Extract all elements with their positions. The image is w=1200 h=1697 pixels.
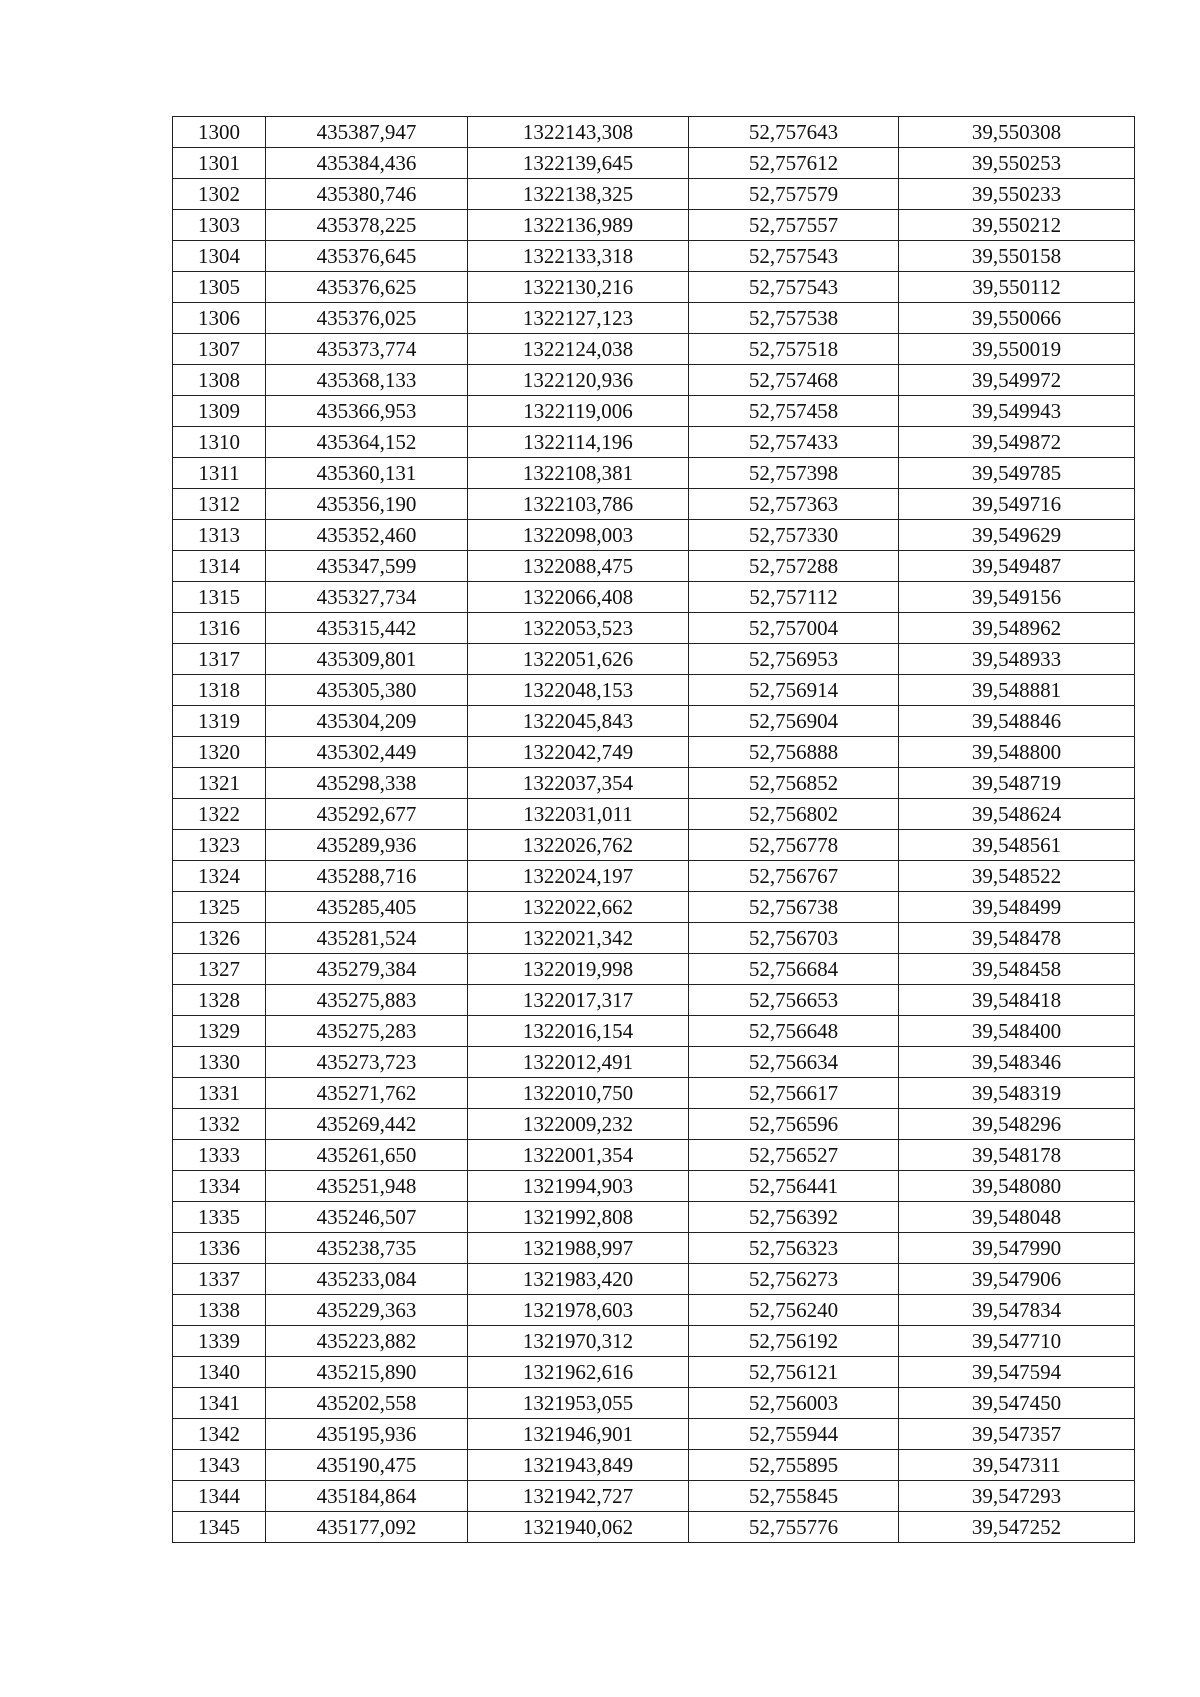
y-coordinate-cell: 1322119,006	[468, 396, 689, 427]
table-row	[173, 861, 1135, 892]
longitude-cell: 39,548418	[899, 985, 1135, 1016]
y-coordinate-cell: 1322017,317	[468, 985, 689, 1016]
latitude-cell: 52,757363	[689, 489, 899, 520]
longitude-cell: 39,550158	[899, 241, 1135, 272]
point-number-cell: 1323	[173, 830, 266, 861]
table-row	[173, 303, 1135, 334]
longitude-cell: 39,547311	[899, 1450, 1135, 1481]
table-row	[173, 210, 1135, 241]
latitude-cell: 52,757557	[689, 210, 899, 241]
point-number-cell: 1322	[173, 799, 266, 830]
point-number-cell: 1339	[173, 1326, 266, 1357]
point-number-cell: 1335	[173, 1202, 266, 1233]
x-coordinate-cell: 435233,084	[266, 1264, 468, 1295]
point-number-cell: 1340	[173, 1357, 266, 1388]
longitude-cell: 39,548400	[899, 1016, 1135, 1047]
longitude-cell: 39,547710	[899, 1326, 1135, 1357]
longitude-cell: 39,548881	[899, 675, 1135, 706]
table-row	[173, 1047, 1135, 1078]
table-row	[173, 737, 1135, 768]
latitude-cell: 52,756914	[689, 675, 899, 706]
point-number-cell: 1338	[173, 1295, 266, 1326]
x-coordinate-cell: 435315,442	[266, 613, 468, 644]
y-coordinate-cell: 1321946,901	[468, 1419, 689, 1450]
latitude-cell: 52,757004	[689, 613, 899, 644]
y-coordinate-cell: 1321942,727	[468, 1481, 689, 1512]
y-coordinate-cell: 1322127,123	[468, 303, 689, 334]
point-number-cell: 1309	[173, 396, 266, 427]
table-row	[173, 458, 1135, 489]
latitude-cell: 52,757398	[689, 458, 899, 489]
longitude-cell: 39,548478	[899, 923, 1135, 954]
y-coordinate-cell: 1322024,197	[468, 861, 689, 892]
x-coordinate-cell: 435327,734	[266, 582, 468, 613]
point-number-cell: 1342	[173, 1419, 266, 1450]
latitude-cell: 52,756003	[689, 1388, 899, 1419]
latitude-cell: 52,756904	[689, 706, 899, 737]
point-number-cell: 1306	[173, 303, 266, 334]
latitude-cell: 52,756273	[689, 1264, 899, 1295]
x-coordinate-cell: 435279,384	[266, 954, 468, 985]
table-row	[173, 1419, 1135, 1450]
longitude-cell: 39,548319	[899, 1078, 1135, 1109]
y-coordinate-cell: 1322130,216	[468, 272, 689, 303]
longitude-cell: 39,547990	[899, 1233, 1135, 1264]
longitude-cell: 39,548499	[899, 892, 1135, 923]
latitude-cell: 52,757330	[689, 520, 899, 551]
y-coordinate-cell: 1322143,308	[468, 117, 689, 148]
x-coordinate-cell: 435366,953	[266, 396, 468, 427]
x-coordinate-cell: 435229,363	[266, 1295, 468, 1326]
x-coordinate-cell: 435298,338	[266, 768, 468, 799]
table-row	[173, 923, 1135, 954]
table-row	[173, 1202, 1135, 1233]
x-coordinate-cell: 435360,131	[266, 458, 468, 489]
y-coordinate-cell: 1321970,312	[468, 1326, 689, 1357]
point-number-cell: 1333	[173, 1140, 266, 1171]
longitude-cell: 39,547594	[899, 1357, 1135, 1388]
y-coordinate-cell: 1322051,626	[468, 644, 689, 675]
longitude-cell: 39,550308	[899, 117, 1135, 148]
latitude-cell: 52,756653	[689, 985, 899, 1016]
table-row	[173, 1450, 1135, 1481]
x-coordinate-cell: 435246,507	[266, 1202, 468, 1233]
table-row	[173, 1481, 1135, 1512]
latitude-cell: 52,756778	[689, 830, 899, 861]
longitude-cell: 39,547906	[899, 1264, 1135, 1295]
longitude-cell: 39,548962	[899, 613, 1135, 644]
y-coordinate-cell: 1322066,408	[468, 582, 689, 613]
table-row	[173, 1078, 1135, 1109]
y-coordinate-cell: 1322001,354	[468, 1140, 689, 1171]
y-coordinate-cell: 1322045,843	[468, 706, 689, 737]
table-row	[173, 396, 1135, 427]
longitude-cell: 39,547357	[899, 1419, 1135, 1450]
latitude-cell: 52,757543	[689, 241, 899, 272]
longitude-cell: 39,548048	[899, 1202, 1135, 1233]
longitude-cell: 39,549972	[899, 365, 1135, 396]
longitude-cell: 39,548719	[899, 768, 1135, 799]
y-coordinate-cell: 1322031,011	[468, 799, 689, 830]
point-number-cell: 1343	[173, 1450, 266, 1481]
longitude-cell: 39,547450	[899, 1388, 1135, 1419]
longitude-cell: 39,548296	[899, 1109, 1135, 1140]
table-row	[173, 892, 1135, 923]
latitude-cell: 52,756192	[689, 1326, 899, 1357]
x-coordinate-cell: 435376,625	[266, 272, 468, 303]
x-coordinate-cell: 435251,948	[266, 1171, 468, 1202]
longitude-cell: 39,548624	[899, 799, 1135, 830]
point-number-cell: 1301	[173, 148, 266, 179]
longitude-cell: 39,549156	[899, 582, 1135, 613]
y-coordinate-cell: 1322088,475	[468, 551, 689, 582]
point-number-cell: 1320	[173, 737, 266, 768]
latitude-cell: 52,757112	[689, 582, 899, 613]
longitude-cell: 39,548800	[899, 737, 1135, 768]
table-row	[173, 489, 1135, 520]
table-row	[173, 551, 1135, 582]
y-coordinate-cell: 1322022,662	[468, 892, 689, 923]
latitude-cell: 52,756596	[689, 1109, 899, 1140]
y-coordinate-cell: 1322108,381	[468, 458, 689, 489]
y-coordinate-cell: 1322124,038	[468, 334, 689, 365]
longitude-cell: 39,547293	[899, 1481, 1135, 1512]
y-coordinate-cell: 1322133,318	[468, 241, 689, 272]
point-number-cell: 1344	[173, 1481, 266, 1512]
table-row	[173, 1512, 1135, 1543]
longitude-cell: 39,548846	[899, 706, 1135, 737]
point-number-cell: 1337	[173, 1264, 266, 1295]
latitude-cell: 52,756852	[689, 768, 899, 799]
point-number-cell: 1334	[173, 1171, 266, 1202]
y-coordinate-cell: 1322114,196	[468, 427, 689, 458]
latitude-cell: 52,757288	[689, 551, 899, 582]
latitude-cell: 52,757518	[689, 334, 899, 365]
x-coordinate-cell: 435352,460	[266, 520, 468, 551]
table-row	[173, 148, 1135, 179]
latitude-cell: 52,756240	[689, 1295, 899, 1326]
y-coordinate-cell: 1322009,232	[468, 1109, 689, 1140]
latitude-cell: 52,755845	[689, 1481, 899, 1512]
point-number-cell: 1314	[173, 551, 266, 582]
table-row	[173, 1109, 1135, 1140]
x-coordinate-cell: 435309,801	[266, 644, 468, 675]
point-number-cell: 1332	[173, 1109, 266, 1140]
longitude-cell: 39,548522	[899, 861, 1135, 892]
y-coordinate-cell: 1321994,903	[468, 1171, 689, 1202]
longitude-cell: 39,548561	[899, 830, 1135, 861]
x-coordinate-cell: 435387,947	[266, 117, 468, 148]
table-row	[173, 334, 1135, 365]
longitude-cell: 39,549785	[899, 458, 1135, 489]
y-coordinate-cell: 1321983,420	[468, 1264, 689, 1295]
x-coordinate-cell: 435238,735	[266, 1233, 468, 1264]
point-number-cell: 1303	[173, 210, 266, 241]
point-number-cell: 1312	[173, 489, 266, 520]
x-coordinate-cell: 435215,890	[266, 1357, 468, 1388]
y-coordinate-cell: 1322138,325	[468, 179, 689, 210]
point-number-cell: 1311	[173, 458, 266, 489]
x-coordinate-cell: 435288,716	[266, 861, 468, 892]
y-coordinate-cell: 1322012,491	[468, 1047, 689, 1078]
table-row	[173, 675, 1135, 706]
coordinates-table-body	[173, 117, 1135, 1543]
point-number-cell: 1319	[173, 706, 266, 737]
x-coordinate-cell: 435273,723	[266, 1047, 468, 1078]
x-coordinate-cell: 435364,152	[266, 427, 468, 458]
point-number-cell: 1324	[173, 861, 266, 892]
latitude-cell: 52,757543	[689, 272, 899, 303]
y-coordinate-cell: 1322103,786	[468, 489, 689, 520]
x-coordinate-cell: 435368,133	[266, 365, 468, 396]
longitude-cell: 39,548458	[899, 954, 1135, 985]
table-row	[173, 830, 1135, 861]
point-number-cell: 1304	[173, 241, 266, 272]
point-number-cell: 1331	[173, 1078, 266, 1109]
longitude-cell: 39,550066	[899, 303, 1135, 334]
latitude-cell: 52,757458	[689, 396, 899, 427]
latitude-cell: 52,756684	[689, 954, 899, 985]
longitude-cell: 39,549943	[899, 396, 1135, 427]
point-number-cell: 1329	[173, 1016, 266, 1047]
point-number-cell: 1328	[173, 985, 266, 1016]
latitude-cell: 52,757579	[689, 179, 899, 210]
longitude-cell: 39,550212	[899, 210, 1135, 241]
longitude-cell: 39,550112	[899, 272, 1135, 303]
point-number-cell: 1305	[173, 272, 266, 303]
latitude-cell: 52,756392	[689, 1202, 899, 1233]
x-coordinate-cell: 435304,209	[266, 706, 468, 737]
latitude-cell: 52,756648	[689, 1016, 899, 1047]
y-coordinate-cell: 1322010,750	[468, 1078, 689, 1109]
latitude-cell: 52,757643	[689, 117, 899, 148]
point-number-cell: 1302	[173, 179, 266, 210]
longitude-cell: 39,547834	[899, 1295, 1135, 1326]
x-coordinate-cell: 435269,442	[266, 1109, 468, 1140]
x-coordinate-cell: 435384,436	[266, 148, 468, 179]
latitude-cell: 52,757538	[689, 303, 899, 334]
table-row	[173, 799, 1135, 830]
table-row	[173, 613, 1135, 644]
table-row	[173, 1233, 1135, 1264]
table-row	[173, 985, 1135, 1016]
x-coordinate-cell: 435292,677	[266, 799, 468, 830]
coordinates-table	[172, 116, 1135, 1543]
table-row	[173, 1171, 1135, 1202]
latitude-cell: 52,757468	[689, 365, 899, 396]
y-coordinate-cell: 1321978,603	[468, 1295, 689, 1326]
x-coordinate-cell: 435202,558	[266, 1388, 468, 1419]
latitude-cell: 52,756323	[689, 1233, 899, 1264]
table-row	[173, 365, 1135, 396]
x-coordinate-cell: 435356,190	[266, 489, 468, 520]
y-coordinate-cell: 1322042,749	[468, 737, 689, 768]
y-coordinate-cell: 1322016,154	[468, 1016, 689, 1047]
point-number-cell: 1345	[173, 1512, 266, 1543]
point-number-cell: 1341	[173, 1388, 266, 1419]
table-row	[173, 954, 1135, 985]
x-coordinate-cell: 435275,283	[266, 1016, 468, 1047]
table-row	[173, 427, 1135, 458]
table-row	[173, 768, 1135, 799]
table-row	[173, 1016, 1135, 1047]
x-coordinate-cell: 435305,380	[266, 675, 468, 706]
point-number-cell: 1326	[173, 923, 266, 954]
y-coordinate-cell: 1322037,354	[468, 768, 689, 799]
table-row	[173, 520, 1135, 551]
y-coordinate-cell: 1321940,062	[468, 1512, 689, 1543]
latitude-cell: 52,755776	[689, 1512, 899, 1543]
longitude-cell: 39,548080	[899, 1171, 1135, 1202]
point-number-cell: 1336	[173, 1233, 266, 1264]
point-number-cell: 1307	[173, 334, 266, 365]
point-number-cell: 1308	[173, 365, 266, 396]
y-coordinate-cell: 1322139,645	[468, 148, 689, 179]
table-row	[173, 117, 1135, 148]
y-coordinate-cell: 1322026,762	[468, 830, 689, 861]
latitude-cell: 52,756738	[689, 892, 899, 923]
point-number-cell: 1300	[173, 117, 266, 148]
point-number-cell: 1325	[173, 892, 266, 923]
x-coordinate-cell: 435223,882	[266, 1326, 468, 1357]
point-number-cell: 1317	[173, 644, 266, 675]
y-coordinate-cell: 1322053,523	[468, 613, 689, 644]
y-coordinate-cell: 1321988,997	[468, 1233, 689, 1264]
latitude-cell: 52,756767	[689, 861, 899, 892]
y-coordinate-cell: 1322098,003	[468, 520, 689, 551]
y-coordinate-cell: 1321962,616	[468, 1357, 689, 1388]
table-row	[173, 179, 1135, 210]
x-coordinate-cell: 435184,864	[266, 1481, 468, 1512]
longitude-cell: 39,548178	[899, 1140, 1135, 1171]
latitude-cell: 52,756634	[689, 1047, 899, 1078]
x-coordinate-cell: 435302,449	[266, 737, 468, 768]
x-coordinate-cell: 435376,645	[266, 241, 468, 272]
point-number-cell: 1313	[173, 520, 266, 551]
latitude-cell: 52,756527	[689, 1140, 899, 1171]
x-coordinate-cell: 435195,936	[266, 1419, 468, 1450]
latitude-cell: 52,756617	[689, 1078, 899, 1109]
latitude-cell: 52,756441	[689, 1171, 899, 1202]
table-row	[173, 1295, 1135, 1326]
latitude-cell: 52,756888	[689, 737, 899, 768]
table-row	[173, 272, 1135, 303]
y-coordinate-cell: 1321992,808	[468, 1202, 689, 1233]
table-row	[173, 241, 1135, 272]
x-coordinate-cell: 435380,746	[266, 179, 468, 210]
longitude-cell: 39,548346	[899, 1047, 1135, 1078]
table-row	[173, 1140, 1135, 1171]
x-coordinate-cell: 435281,524	[266, 923, 468, 954]
x-coordinate-cell: 435378,225	[266, 210, 468, 241]
longitude-cell: 39,549487	[899, 551, 1135, 582]
x-coordinate-cell: 435376,025	[266, 303, 468, 334]
latitude-cell: 52,757612	[689, 148, 899, 179]
longitude-cell: 39,547252	[899, 1512, 1135, 1543]
point-number-cell: 1327	[173, 954, 266, 985]
y-coordinate-cell: 1322136,989	[468, 210, 689, 241]
point-number-cell: 1316	[173, 613, 266, 644]
x-coordinate-cell: 435347,599	[266, 551, 468, 582]
x-coordinate-cell: 435285,405	[266, 892, 468, 923]
point-number-cell: 1318	[173, 675, 266, 706]
x-coordinate-cell: 435289,936	[266, 830, 468, 861]
y-coordinate-cell: 1322120,936	[468, 365, 689, 396]
longitude-cell: 39,550253	[899, 148, 1135, 179]
longitude-cell: 39,549629	[899, 520, 1135, 551]
latitude-cell: 52,755895	[689, 1450, 899, 1481]
latitude-cell: 52,756953	[689, 644, 899, 675]
x-coordinate-cell: 435275,883	[266, 985, 468, 1016]
latitude-cell: 52,756703	[689, 923, 899, 954]
longitude-cell: 39,550233	[899, 179, 1135, 210]
table-row	[173, 1326, 1135, 1357]
x-coordinate-cell: 435190,475	[266, 1450, 468, 1481]
x-coordinate-cell: 435177,092	[266, 1512, 468, 1543]
table-row	[173, 1264, 1135, 1295]
table-row	[173, 706, 1135, 737]
table-row	[173, 1388, 1135, 1419]
latitude-cell: 52,757433	[689, 427, 899, 458]
x-coordinate-cell: 435261,650	[266, 1140, 468, 1171]
point-number-cell: 1310	[173, 427, 266, 458]
point-number-cell: 1321	[173, 768, 266, 799]
y-coordinate-cell: 1322021,342	[468, 923, 689, 954]
y-coordinate-cell: 1322019,998	[468, 954, 689, 985]
y-coordinate-cell: 1322048,153	[468, 675, 689, 706]
point-number-cell: 1330	[173, 1047, 266, 1078]
table-row	[173, 1357, 1135, 1388]
longitude-cell: 39,549872	[899, 427, 1135, 458]
longitude-cell: 39,548933	[899, 644, 1135, 675]
table-row	[173, 582, 1135, 613]
y-coordinate-cell: 1321943,849	[468, 1450, 689, 1481]
latitude-cell: 52,756802	[689, 799, 899, 830]
longitude-cell: 39,550019	[899, 334, 1135, 365]
point-number-cell: 1315	[173, 582, 266, 613]
longitude-cell: 39,549716	[899, 489, 1135, 520]
latitude-cell: 52,755944	[689, 1419, 899, 1450]
latitude-cell: 52,756121	[689, 1357, 899, 1388]
x-coordinate-cell: 435271,762	[266, 1078, 468, 1109]
y-coordinate-cell: 1321953,055	[468, 1388, 689, 1419]
table-row	[173, 644, 1135, 675]
x-coordinate-cell: 435373,774	[266, 334, 468, 365]
